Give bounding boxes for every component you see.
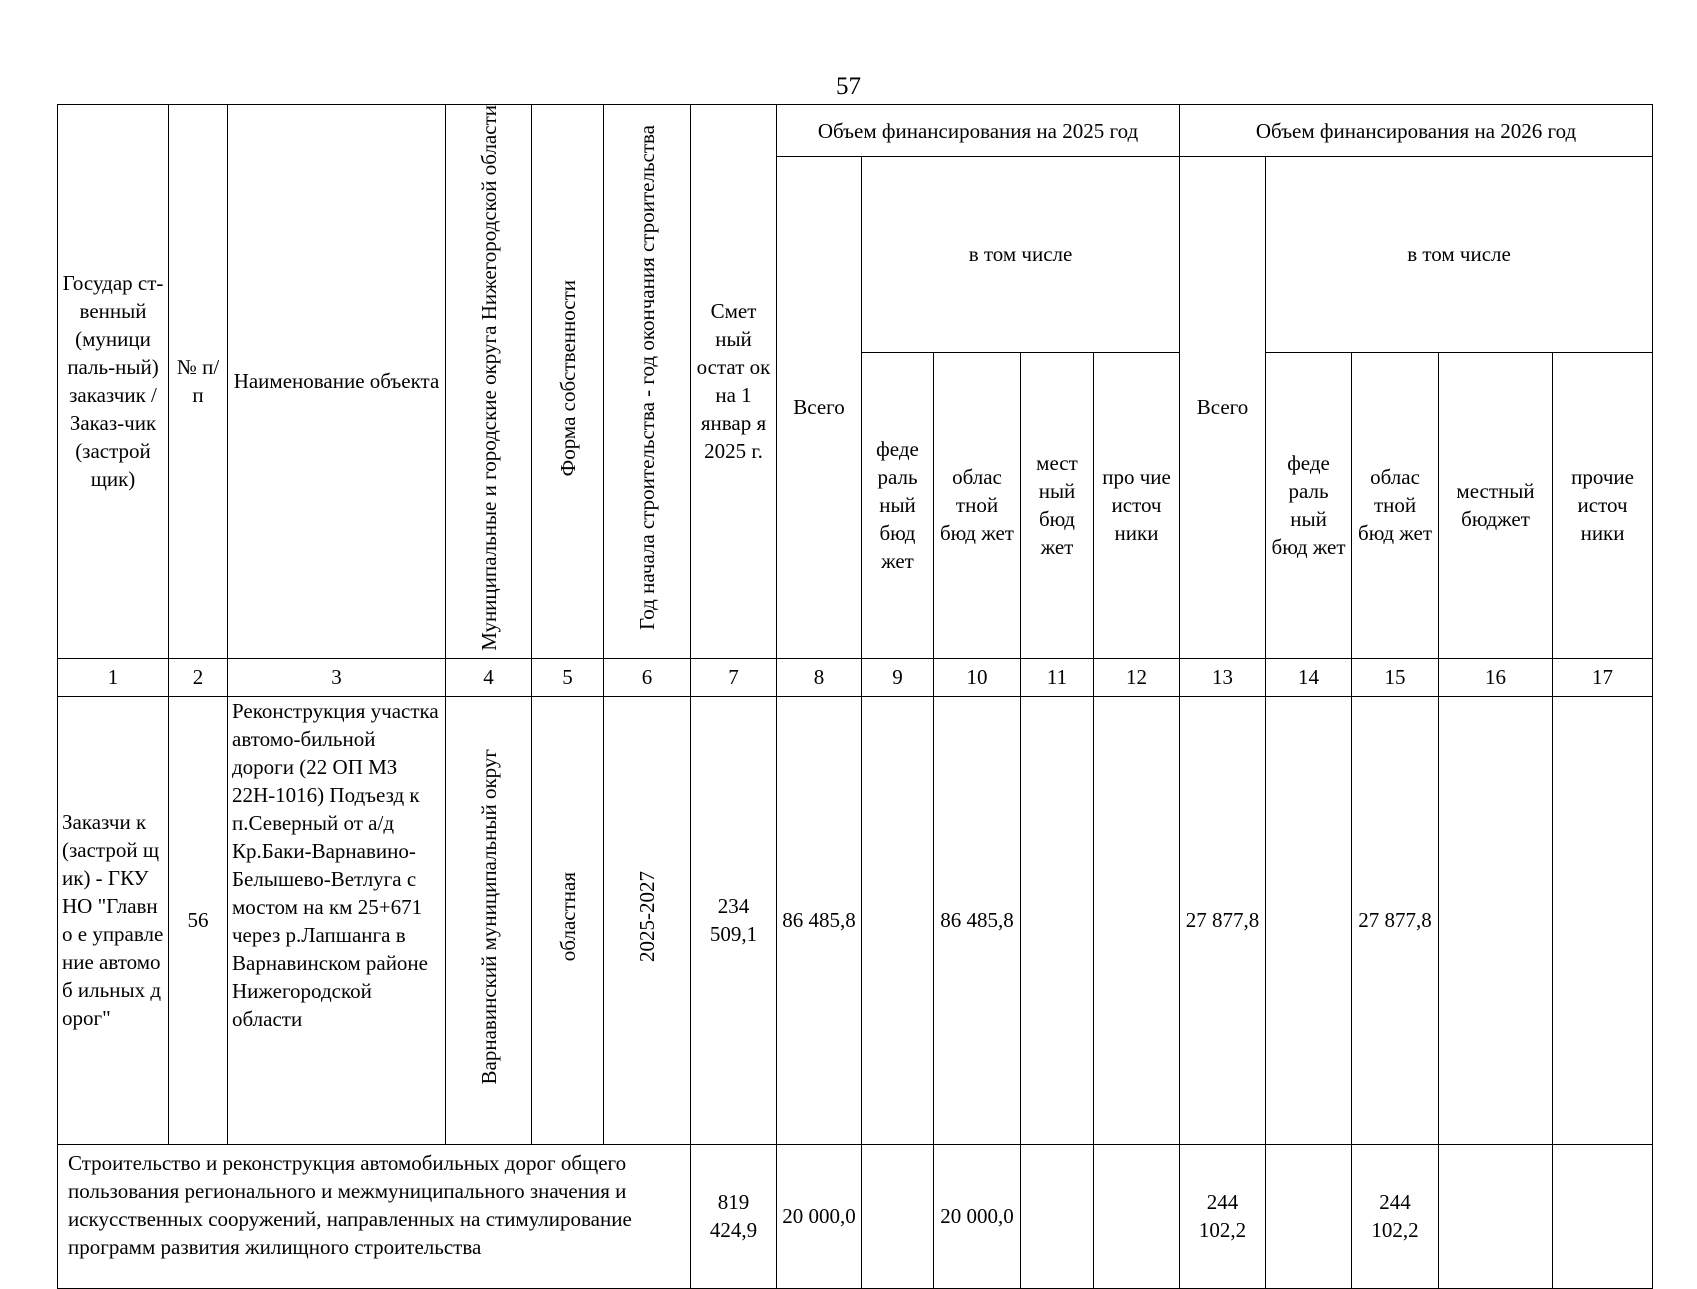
header-object-name: Наименование объекта [228, 105, 446, 659]
total-row [58, 1144, 1653, 1288]
row-total-2025: 86 485,8 [777, 696, 862, 1144]
total-label: Строительство и реконструкция автомобильных дорог общего пользования регионального и межмуниципального значения и искусственных сооружений, направленных на стимулирование программ развития жилищного строительства [58, 1144, 691, 1288]
column-number: 15 [1352, 658, 1439, 696]
header-estimated-balance: Смет ный остат ок на 1 январ я 2025 г. [691, 105, 777, 659]
row-years-cell [604, 696, 691, 1144]
page-number: 57 [836, 73, 861, 100]
row-district: Варнавинский муниципальный округ [476, 748, 501, 1085]
total-total-2026: 244 102,2 [1180, 1144, 1266, 1288]
row-num: 56 [169, 696, 228, 1144]
row-years: 2025-2027 [635, 871, 659, 963]
row-other-2026 [1553, 696, 1653, 1144]
row-customer: Заказчи к (застрой щик) - ГКУ НО "Главно е управле ние автомоб ильных дорог" [58, 696, 169, 1144]
row-regional-2025: 86 485,8 [934, 696, 1021, 1144]
total-federal-2025 [862, 1144, 934, 1288]
header-funding-2026: Объем финансирования на 2026 год [1180, 105, 1653, 157]
total-total-2025: 20 000,0 [777, 1144, 862, 1288]
row-other-2025 [1094, 696, 1180, 1144]
header-local-2025: мест ный бюд жет [1021, 352, 1094, 658]
header-districts-cell [446, 105, 532, 659]
total-local-2026 [1439, 1144, 1553, 1288]
row-ownership: областная [555, 872, 580, 962]
column-number: 14 [1266, 658, 1352, 696]
header-federal-2026: феде раль ный бюд жет [1266, 352, 1352, 658]
row-object-name: Реконструкция участка автомо-бильной дороги (22 ОП МЗ 22Н-1016) Подъезд к п.Северный от а/д Кр.Баки-Варнавино-Белышево-Ветлуга с мостом на км 25+671 через р.Лапшанга в Варнавинском районе Нижегородской области [228, 696, 446, 1144]
header-federal-2025: феде раль ный бюд жет [862, 352, 934, 658]
header-years: Год начала строительства - год окончания строительства [635, 125, 659, 631]
header-other-2026: прочие источ ники [1553, 352, 1653, 658]
header-total-2026: Всего [1180, 157, 1266, 659]
header-districts: Муниципальные и городские округа Нижегородской области [476, 105, 501, 651]
header-ownership: Форма собственности [555, 279, 580, 477]
header-total-2025: Всего [777, 157, 862, 659]
column-number: 13 [1180, 658, 1266, 696]
column-number: 11 [1021, 658, 1094, 696]
funding-table [57, 104, 1653, 1289]
table-row [58, 696, 1653, 1144]
column-number: 17 [1553, 658, 1653, 696]
row-local-2026 [1439, 696, 1553, 1144]
row-total-2026: 27 877,8 [1180, 696, 1266, 1144]
row-federal-2025 [862, 696, 934, 1144]
header-including-2025: в том числе [862, 157, 1180, 353]
total-other-2025 [1094, 1144, 1180, 1288]
header-including-2026: в том числе [1266, 157, 1653, 353]
row-local-2025 [1021, 696, 1094, 1144]
header-years-cell [604, 105, 691, 659]
header-customer: Государ ст-венный (муници паль-ный) заказчик / Заказ-чик (застрой щик) [58, 105, 169, 659]
row-federal-2026 [1266, 696, 1352, 1144]
column-number: 10 [934, 658, 1021, 696]
header-num: № п/п [169, 105, 228, 659]
column-number: 1 [58, 658, 169, 696]
header-regional-2026: облас тной бюд жет [1352, 352, 1439, 658]
column-number: 6 [604, 658, 691, 696]
header-other-2025: про чие источ ники [1094, 352, 1180, 658]
column-number-row [58, 658, 1653, 696]
total-regional-2025: 20 000,0 [934, 1144, 1021, 1288]
row-ownership-cell [532, 696, 604, 1144]
column-number: 2 [169, 658, 228, 696]
row-district-cell [446, 696, 532, 1144]
column-number: 12 [1094, 658, 1180, 696]
header-funding-2025: Объем финансирования на 2025 год [777, 105, 1180, 157]
row-estimated-balance: 234 509,1 [691, 696, 777, 1144]
column-number: 9 [862, 658, 934, 696]
header-regional-2025: облас тной бюд жет [934, 352, 1021, 658]
column-number: 3 [228, 658, 446, 696]
total-other-2026 [1553, 1144, 1653, 1288]
header-ownership-cell [532, 105, 604, 659]
total-federal-2026 [1266, 1144, 1352, 1288]
total-local-2025 [1021, 1144, 1094, 1288]
row-regional-2026: 27 877,8 [1352, 696, 1439, 1144]
total-estimated-balance: 819 424,9 [691, 1144, 777, 1288]
total-regional-2026: 244 102,2 [1352, 1144, 1439, 1288]
column-number: 7 [691, 658, 777, 696]
column-number: 5 [532, 658, 604, 696]
header-row-1 [58, 105, 1653, 157]
column-number: 16 [1439, 658, 1553, 696]
column-number: 4 [446, 658, 532, 696]
column-number: 8 [777, 658, 862, 696]
header-local-2026: местный бюджет [1439, 352, 1553, 658]
